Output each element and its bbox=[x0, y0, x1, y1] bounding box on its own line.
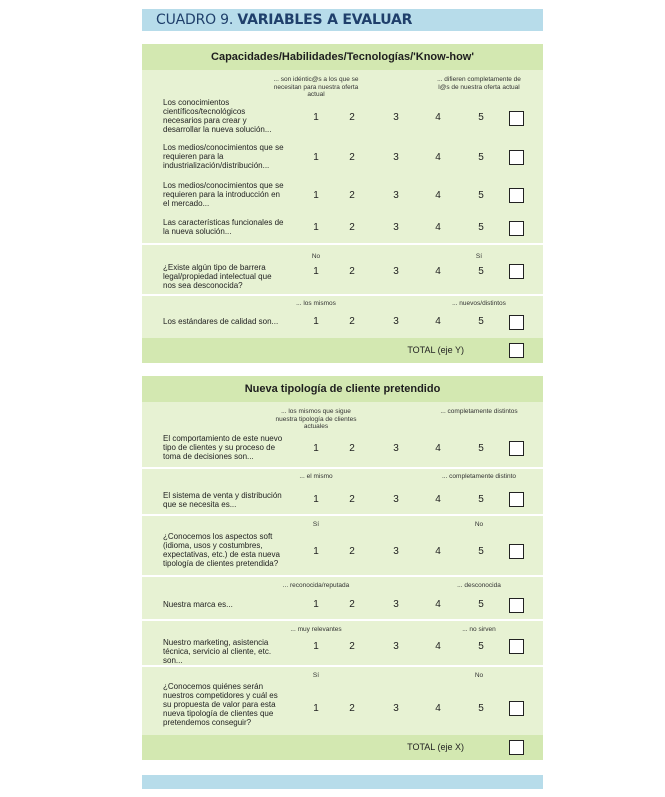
score-box[interactable] bbox=[509, 492, 524, 507]
question-text: El comportamiento de este nuevo tipo de clientes y su proceso de toma de decisiones son... bbox=[163, 434, 283, 461]
score-box[interactable] bbox=[509, 264, 524, 279]
section-capacidades bbox=[142, 44, 543, 363]
rating-1[interactable]: 1 bbox=[313, 703, 319, 714]
scale-left-label: ... el mismo bbox=[299, 473, 333, 480]
rating-2[interactable]: 2 bbox=[349, 266, 355, 277]
rating-3[interactable]: 3 bbox=[393, 222, 399, 233]
rating-4[interactable]: 4 bbox=[435, 152, 441, 163]
scale-right-label: ... nuevos/distintos bbox=[452, 300, 506, 307]
question-block bbox=[142, 469, 543, 516]
rating-3[interactable]: 3 bbox=[393, 443, 399, 454]
scale-left-label: Sí bbox=[312, 672, 320, 679]
scale-left-label: ... los mismos bbox=[296, 300, 336, 307]
rating-4[interactable]: 4 bbox=[435, 112, 441, 123]
scale-right-label: No bbox=[474, 672, 484, 679]
rating-5[interactable]: 5 bbox=[478, 494, 484, 505]
rating-2[interactable]: 2 bbox=[349, 316, 355, 327]
rating-5[interactable]: 5 bbox=[478, 190, 484, 201]
rating-5[interactable]: 5 bbox=[478, 546, 484, 557]
rating-2[interactable]: 2 bbox=[349, 494, 355, 505]
scale-left-label: No bbox=[311, 253, 321, 260]
rating-1[interactable]: 1 bbox=[313, 443, 319, 454]
section-title: Nueva tipología de cliente pretendido bbox=[142, 376, 543, 402]
rating-5[interactable]: 5 bbox=[478, 222, 484, 233]
total-row bbox=[142, 338, 543, 363]
rating-2[interactable]: 2 bbox=[349, 112, 355, 123]
rating-1[interactable]: 1 bbox=[313, 190, 319, 201]
scale-left-label: ... reconocida/reputada bbox=[282, 582, 350, 589]
question-text: Las características funcionales de la nueva solución... bbox=[163, 218, 284, 236]
section-cliente bbox=[142, 376, 543, 760]
rating-4[interactable]: 4 bbox=[435, 546, 441, 557]
score-box[interactable] bbox=[509, 315, 524, 330]
scale-right-label: ... no sirven bbox=[462, 626, 496, 633]
question-text: Los medios/conocimientos que se requieren para la introducción en el mercado... bbox=[163, 181, 284, 208]
rating-2[interactable]: 2 bbox=[349, 703, 355, 714]
rating-5[interactable]: 5 bbox=[478, 443, 484, 454]
question-text: ¿Conocemos los aspectos soft (idioma, usos y costumbres, expectativas, etc.) de esta nueva tipología de clientes pretendida? bbox=[163, 532, 280, 568]
rating-5[interactable]: 5 bbox=[478, 112, 484, 123]
score-box[interactable] bbox=[509, 221, 524, 236]
rating-4[interactable]: 4 bbox=[435, 443, 441, 454]
question-text: Los medios/conocimientos que se requieren para la industrialización/distribución... bbox=[163, 143, 284, 170]
scale-left-label: ... muy relevantes bbox=[290, 626, 342, 633]
rating-5[interactable]: 5 bbox=[478, 703, 484, 714]
question-text: Los conocimientos científicos/tecnológicos necesarios para crear y desarrollar la nueva solución... bbox=[163, 98, 272, 134]
question-text: Los estándares de calidad son... bbox=[163, 317, 279, 326]
bottom-bar bbox=[142, 775, 543, 789]
figure-title bbox=[142, 9, 543, 31]
question-text: ¿Existe algún tipo de barrera legal/propiedad intelectual que nos sea desconocida? bbox=[163, 263, 272, 290]
score-box[interactable] bbox=[509, 188, 524, 203]
rating-3[interactable]: 3 bbox=[393, 316, 399, 327]
rating-1[interactable]: 1 bbox=[313, 546, 319, 557]
scale-left-label: ... los mismos que sigue nuestra tipología de clientes actuales bbox=[275, 408, 357, 430]
rating-3[interactable]: 3 bbox=[393, 266, 399, 277]
rating-1[interactable]: 1 bbox=[313, 599, 319, 610]
scale-left-label: ... son idéntic@s a los que se necesitan para nuestra oferta actual bbox=[273, 76, 359, 98]
score-box[interactable] bbox=[509, 111, 524, 126]
score-box[interactable] bbox=[509, 639, 524, 654]
rating-3[interactable]: 3 bbox=[393, 112, 399, 123]
scale-right-label: ... completamente distintos bbox=[440, 408, 518, 415]
scale-right-label: Sí bbox=[475, 253, 483, 260]
rating-5[interactable]: 5 bbox=[478, 599, 484, 610]
total-row bbox=[142, 735, 543, 760]
rating-4[interactable]: 4 bbox=[435, 641, 441, 652]
scale-left-label: Sí bbox=[312, 521, 320, 528]
scale-right-label: No bbox=[474, 521, 484, 528]
total-label: TOTAL (eje X) bbox=[407, 742, 464, 752]
question-text: El sistema de venta y distribución que se necesita es... bbox=[163, 491, 282, 509]
scale-right-label: ... difieren completamente de l@s de nuestra oferta actual bbox=[437, 76, 521, 91]
rating-2[interactable]: 2 bbox=[349, 190, 355, 201]
question-block bbox=[142, 667, 543, 735]
rating-1[interactable]: 1 bbox=[313, 152, 319, 163]
scale-right-label: ... desconocida bbox=[457, 582, 501, 589]
question-block bbox=[142, 245, 543, 296]
rating-2[interactable]: 2 bbox=[349, 599, 355, 610]
question-text: ¿Conocemos quiénes serán nuestros competidores y cuál es su propuesta de valor para esta nueva tipología de clientes que pretendemos conseguir? bbox=[163, 682, 278, 727]
rating-3[interactable]: 3 bbox=[393, 494, 399, 505]
section-title: Capacidades/Habilidades/Tecnologías/'Know-how' bbox=[142, 44, 543, 70]
total-box[interactable] bbox=[509, 343, 524, 358]
rating-4[interactable]: 4 bbox=[435, 190, 441, 201]
question-block bbox=[142, 516, 543, 577]
question-block bbox=[142, 402, 543, 469]
rating-4[interactable]: 4 bbox=[435, 316, 441, 327]
score-box[interactable] bbox=[509, 150, 524, 165]
question-block bbox=[142, 621, 543, 667]
rating-1[interactable]: 1 bbox=[313, 494, 319, 505]
rating-1[interactable]: 1 bbox=[313, 266, 319, 277]
rating-4[interactable]: 4 bbox=[435, 599, 441, 610]
rating-1[interactable]: 1 bbox=[313, 641, 319, 652]
scale-right-label: ... completamente distinto bbox=[441, 473, 517, 480]
question-block bbox=[142, 577, 543, 621]
rating-3[interactable]: 3 bbox=[393, 190, 399, 201]
rating-2[interactable]: 2 bbox=[349, 546, 355, 557]
rating-4[interactable]: 4 bbox=[435, 222, 441, 233]
question-block bbox=[142, 296, 543, 338]
rating-5[interactable]: 5 bbox=[478, 641, 484, 652]
total-box[interactable] bbox=[509, 740, 524, 755]
rating-4[interactable]: 4 bbox=[435, 266, 441, 277]
rating-1[interactable]: 1 bbox=[313, 112, 319, 123]
score-box[interactable] bbox=[509, 598, 524, 613]
rating-2[interactable]: 2 bbox=[349, 222, 355, 233]
figure-label: CUADRO 9. bbox=[156, 12, 234, 28]
rating-5[interactable]: 5 bbox=[478, 316, 484, 327]
rating-5[interactable]: 5 bbox=[478, 266, 484, 277]
rating-3[interactable]: 3 bbox=[393, 703, 399, 714]
rating-4[interactable]: 4 bbox=[435, 703, 441, 714]
question-text: Nuestra marca es... bbox=[163, 600, 233, 609]
total-label: TOTAL (eje Y) bbox=[407, 345, 464, 355]
rating-3[interactable]: 3 bbox=[393, 641, 399, 652]
rating-2[interactable]: 2 bbox=[349, 152, 355, 163]
rating-1[interactable]: 1 bbox=[313, 222, 319, 233]
score-box[interactable] bbox=[509, 441, 524, 456]
rating-3[interactable]: 3 bbox=[393, 546, 399, 557]
score-box[interactable] bbox=[509, 544, 524, 559]
figure-title-text: VARIABLES A EVALUAR bbox=[237, 12, 413, 28]
question-block bbox=[142, 70, 543, 245]
rating-3[interactable]: 3 bbox=[393, 152, 399, 163]
score-box[interactable] bbox=[509, 701, 524, 716]
rating-2[interactable]: 2 bbox=[349, 443, 355, 454]
rating-2[interactable]: 2 bbox=[349, 641, 355, 652]
rating-5[interactable]: 5 bbox=[478, 152, 484, 163]
question-text: Nuestro marketing, asistencia técnica, servicio al cliente, etc. son... bbox=[163, 638, 272, 665]
rating-1[interactable]: 1 bbox=[313, 316, 319, 327]
rating-4[interactable]: 4 bbox=[435, 494, 441, 505]
rating-3[interactable]: 3 bbox=[393, 599, 399, 610]
